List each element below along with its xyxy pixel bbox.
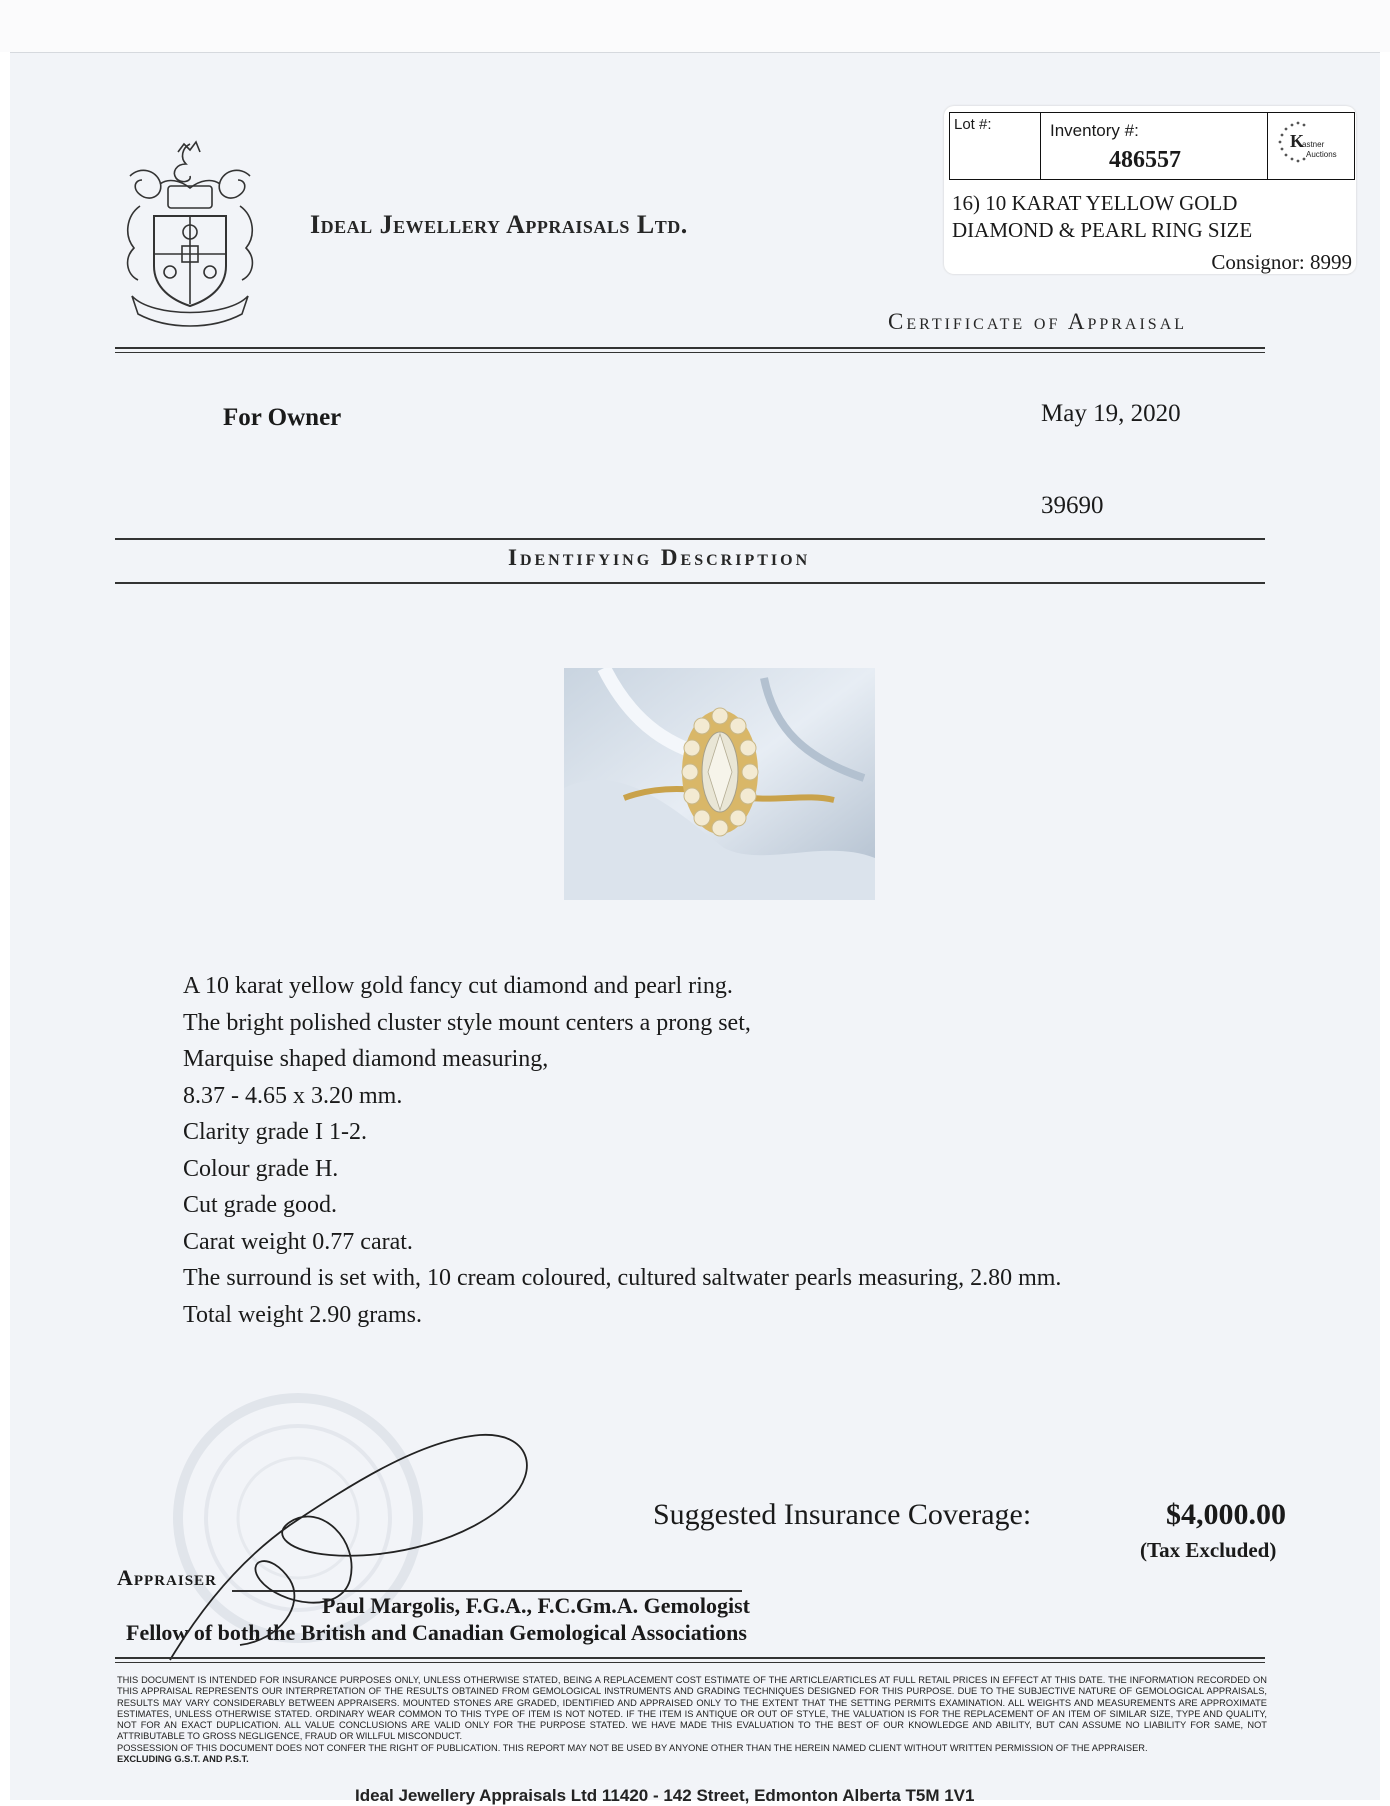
coverage-label: Suggested Insurance Coverage: — [653, 1498, 1032, 1531]
lot-description — [952, 190, 1252, 244]
lot-description-line: DIAMOND & PEARL RING SIZE — [952, 218, 1253, 242]
certificate-number: 39690 — [1041, 492, 1104, 519]
description-line: Total weight 2.90 grams. — [183, 1301, 422, 1328]
lot-description-line: 16) 10 KARAT YELLOW GOLD — [952, 191, 1238, 215]
coverage-value: $4,000.00 — [1166, 1498, 1286, 1531]
footer-rule — [115, 1657, 1265, 1659]
svg-text:K: K — [1290, 131, 1305, 151]
ring-photo — [564, 668, 875, 900]
description-line: The bright polished cluster style mount centers a prong set, — [183, 1009, 751, 1036]
appraiser-name: Paul Margolis, F.G.A., F.C.Gm.A. Gemologist — [322, 1593, 750, 1618]
scan-margin — [0, 0, 1390, 52]
section-title: Identifying Description — [508, 545, 811, 570]
section-rule-bottom — [115, 582, 1265, 584]
item-description — [183, 968, 1061, 1333]
description-line: Clarity grade I 1-2. — [183, 1119, 367, 1145]
disclaimer-tax: EXCLUDING G.S.T. AND P.S.T. — [117, 1754, 249, 1765]
svg-text:astner: astner — [1302, 140, 1325, 149]
inventory-number: 486557 — [1109, 147, 1181, 173]
certificate-title: Certificate of Appraisal — [888, 309, 1188, 334]
description-line: Cut grade good. — [183, 1192, 337, 1218]
appraiser-label: Appraiser — [117, 1565, 217, 1590]
disclaimer-main: THIS DOCUMENT IS INTENDED FOR INSURANCE PURPOSES ONLY, UNLESS OTHERWISE STATED, BEING A REPLACEMENT COST ESTIMATE OF THE ARTICLE/ARTICLES AT FULL RETAIL PRICES IN EFFECT AT THIS DATE. THE INFORMATION RECORDED ON THIS APPRAISAL REPRESENTS OUR INTERPRETATION OF THE RESULTS OBTAINED FROM GEMOLOGICAL INSTRUMENTS AND GRADING TECHNIQUES DESIGNED FOR THIS PURPOSE. DUE TO THE SUBJECTIVE NATURE OF GEMOLOGICAL APPRAISALS, RESULTS MAY VARY CONSIDERABLY BETWEEN APPRAISERS. MOUNTED STONES ARE GRADED, IDENTIFIED AND APPRAISED ONLY TO THE EXTENT THAT THE SETTING PERMITS EXAMINATION. ALL WEIGHTS AND MEASUREMENTS ARE APPROXIMATE ESTIMATES, UNLESS OTHERWISE STATED. ORDINARY WEAR COMMON TO THIS TYPE OF ITEM IS NOT NOTED. IF THE ITEM IS ANTIQUE OR OUT OF STYLE, THE VALUATION IS FOR THE REPLACEMENT OF AN ITEM OF SIMILAR SIZE, TYPE AND QUALITY, NOT FOR AN EXACT DUPLICATION. ALL VALUE CONCLUSIONS ARE VALID ONLY FOR THE PURPOSE STATED. WE HAVE MADE THIS EVALUATION TO THE BEST OF OUR KNOWLEDGE AND ABILITY, BUT CAN ASSUME NO LIABILITY FOR SAME, NOT ATTRIBUTABLE TO GROSS NEGLIGENCE, FRAUD OR WILLFUL MISCONDUCT. — [117, 1675, 1267, 1742]
description-line: A 10 karat yellow gold fancy cut diamond and pearl ring. — [183, 973, 733, 999]
appraiser-fellowship: Fellow of both the British and Canadian Gemological Associations — [126, 1620, 747, 1645]
footer-rule-thin — [115, 1662, 1265, 1663]
disclaimer-publication: POSSESSION OF THIS DOCUMENT DOES NOT CONFER THE RIGHT OF PUBLICATION. THIS REPORT MAY NOT BE USED BY ANYONE OTHER THAN THE HEREIN NAMED CLIENT WITHOUT WRITTEN PERMISSION OF THE APPRAISER. — [117, 1742, 1148, 1753]
company-name: Ideal Jewellery Appraisals Ltd. — [310, 210, 688, 239]
lot-tag — [944, 106, 1356, 274]
section-rule-top — [115, 538, 1265, 540]
auction-house-logo — [1268, 113, 1354, 179]
inventory-label: Inventory #: — [1050, 121, 1139, 140]
description-line: The surround is set with, 10 cream coloured, cultured saltwater pearls measuring, 2.80 mm. — [183, 1265, 1062, 1291]
lot-number-label: Lot #: — [950, 113, 1041, 179]
description-line: 8.37 - 4.65 x 3.20 mm. — [183, 1082, 403, 1109]
appraisal-date: May 19, 2020 — [1041, 400, 1181, 427]
header-rule-thin — [115, 352, 1265, 353]
owner-label: For Owner — [223, 404, 342, 431]
description-line: Marquise shaped diamond measuring, — [183, 1046, 549, 1072]
appraiser-signature — [160, 1430, 560, 1665]
coat-of-arms-logo — [110, 136, 270, 330]
description-line: Colour grade H. — [183, 1155, 339, 1182]
header-rule — [115, 347, 1265, 349]
tax-note: (Tax Excluded) — [1140, 1538, 1277, 1562]
description-line: Carat weight 0.77 carat. — [183, 1228, 413, 1255]
inventory-cell — [1041, 113, 1268, 179]
legal-disclaimer — [117, 1675, 1267, 1765]
svg-text:Auctions: Auctions — [1306, 150, 1337, 159]
consignor: Consignor: 8999 — [1211, 250, 1352, 274]
lot-tag-grid — [949, 112, 1355, 180]
kastner-logo-icon — [1270, 117, 1352, 175]
company-address: Ideal Jewellery Appraisals Ltd 11420 - 142 Street, Edmonton Alberta T5M 1V1 — [355, 1786, 975, 1805]
